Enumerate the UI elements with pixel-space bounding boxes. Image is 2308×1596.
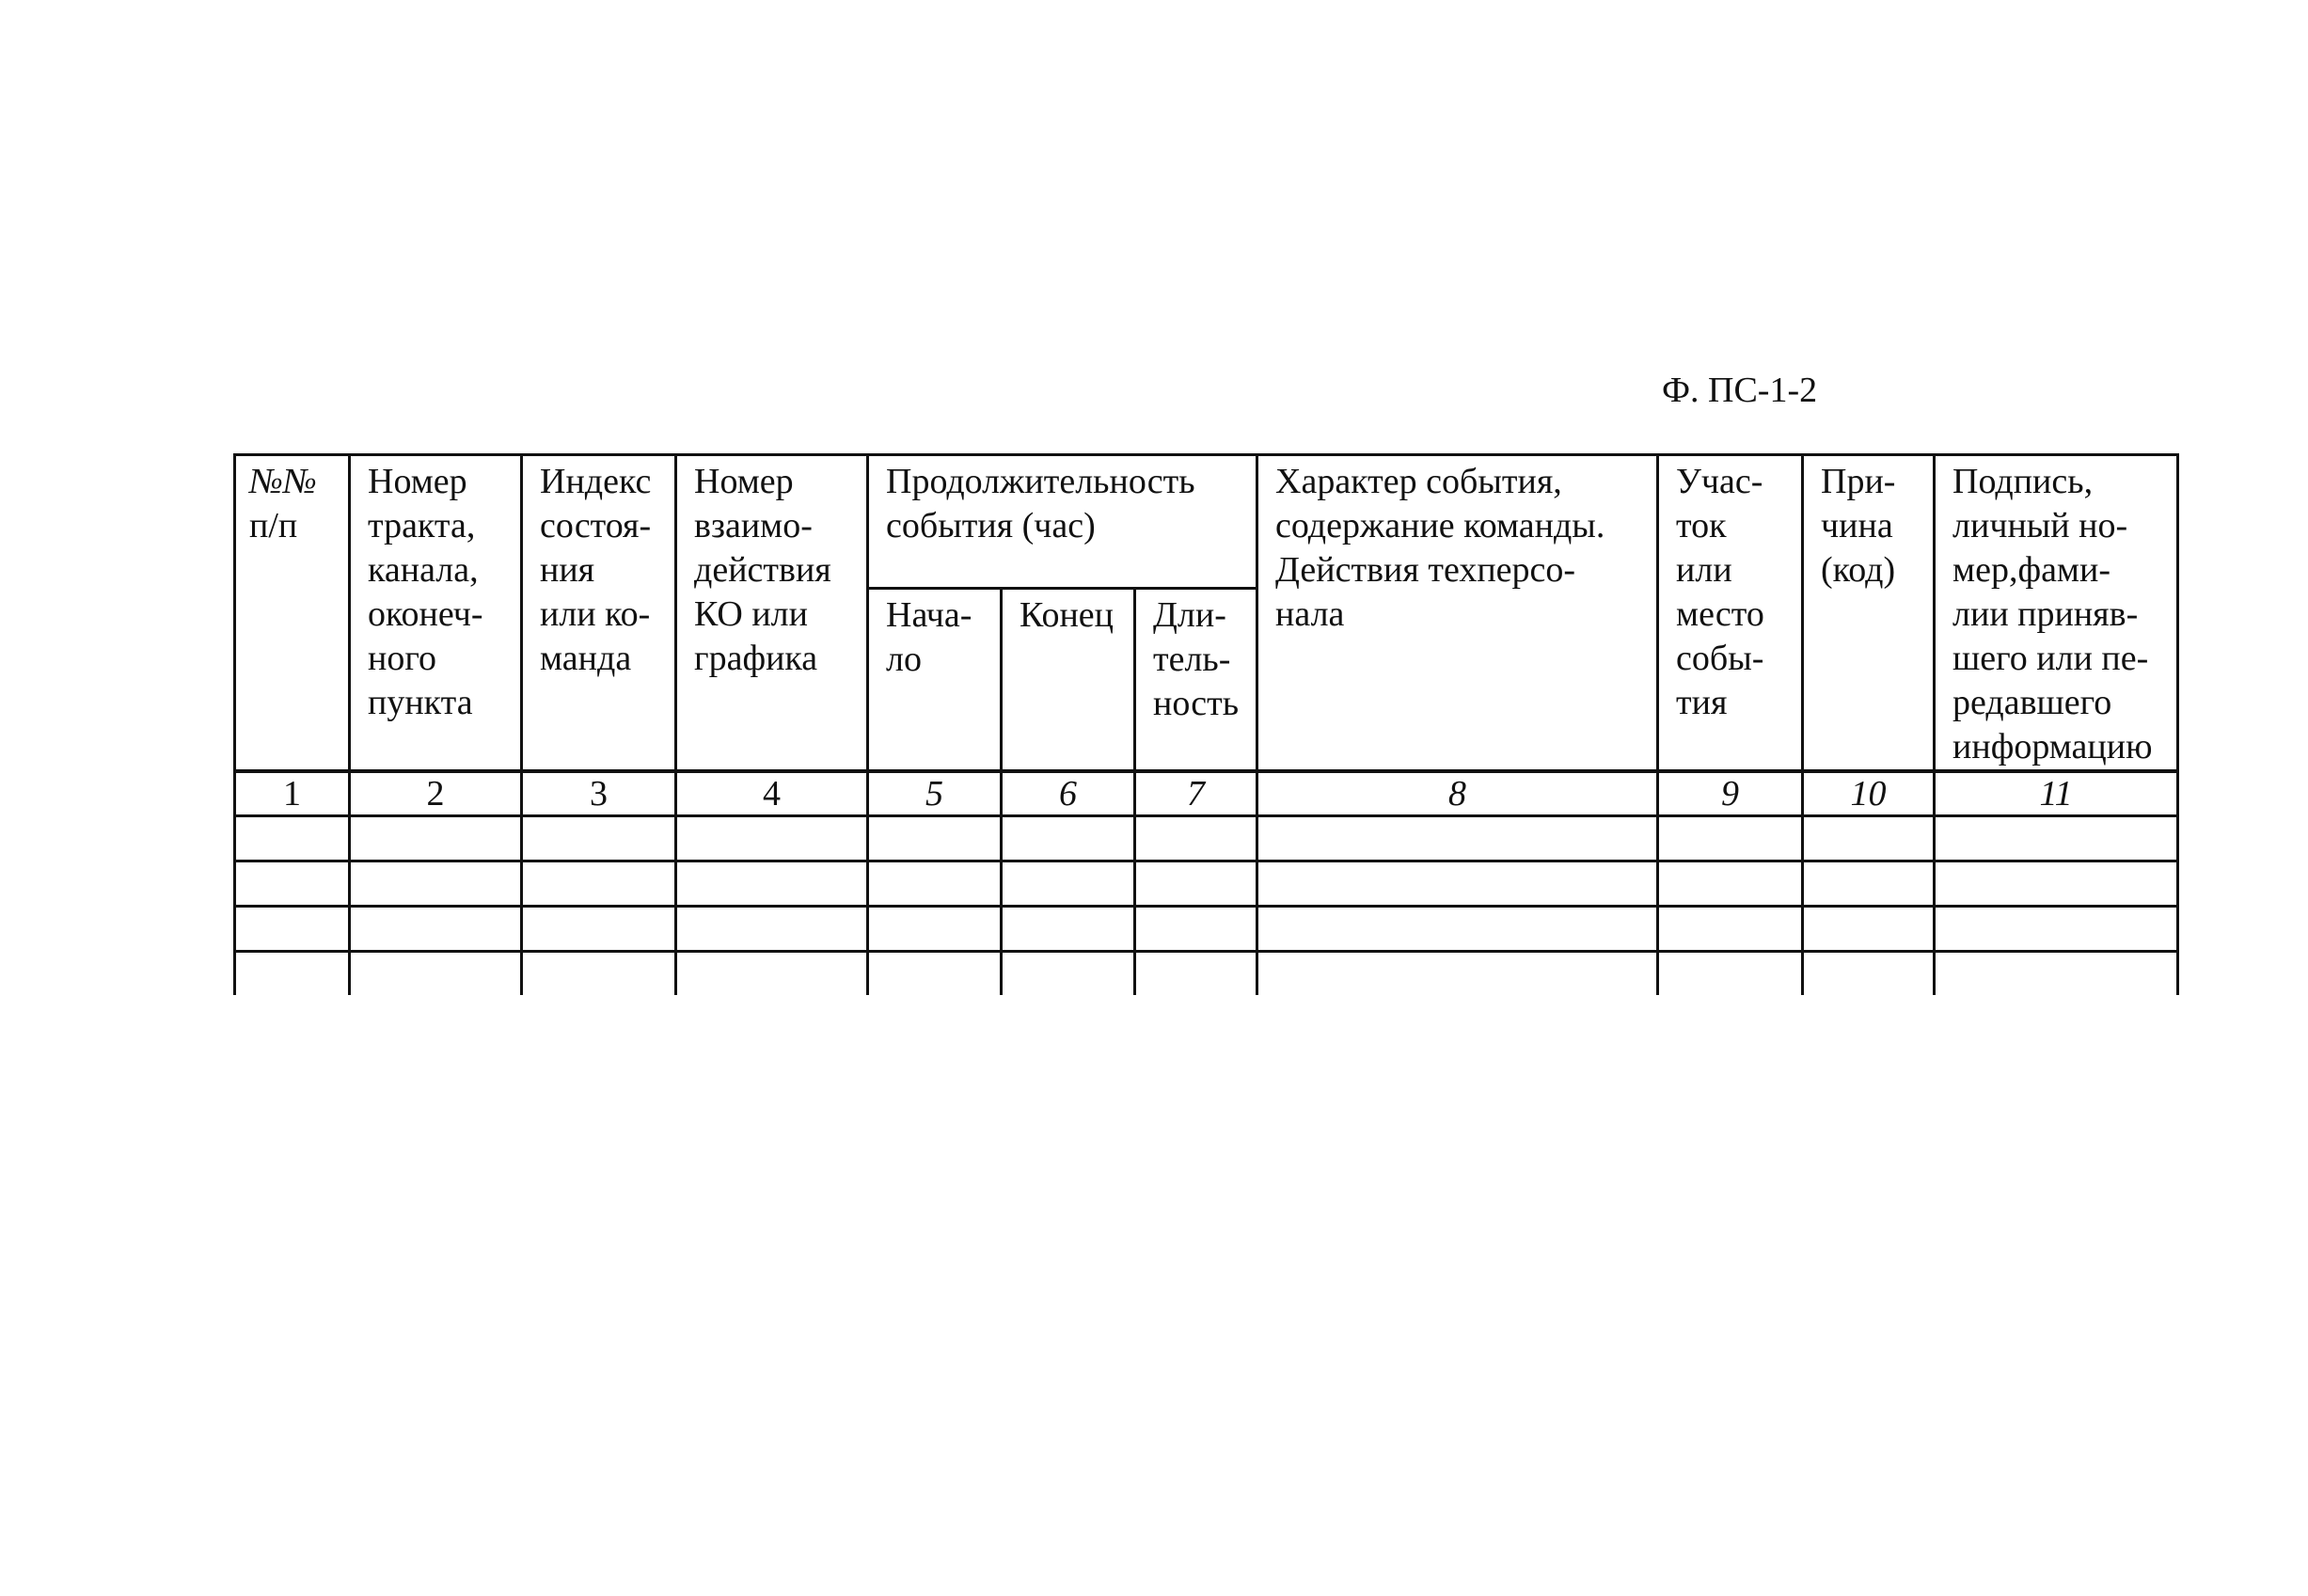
header-reason-code [1803,455,1935,772]
header-row-number [235,455,350,772]
table-cell [235,907,350,952]
table-row [235,861,2178,907]
header-end [1002,589,1135,771]
header-duration-line: ность [1153,684,1240,724]
header-channel-number-line: тракта, [368,506,476,545]
header-signature [1935,455,2178,772]
header-start [868,589,1002,771]
column-number-row [235,771,2178,816]
table-cell [1002,861,1135,907]
table-cell [1135,816,1257,861]
table-cell [1658,907,1803,952]
table-cell [1935,952,2178,996]
header-duration-line: тель- [1153,640,1231,680]
table-cell [868,861,1002,907]
table-row [235,952,2178,996]
table-cell [676,952,868,996]
header-state-index [522,455,676,772]
header-reason-code-line: При- [1821,462,1896,501]
header-start-line: Нача- [886,595,972,636]
header-state-index-line: или ко- [540,594,651,634]
table-cell [522,907,676,952]
column-number: 9 [1658,771,1803,816]
header-signature-line: лии приняв- [1952,594,2139,634]
header-duration-group [868,455,1257,589]
header-interaction-number-line: взаимо- [694,506,813,545]
table-cell [1257,907,1658,952]
table-cell [676,861,868,907]
header-event-location [1658,455,1803,772]
header-row-number-line: №№ [249,462,317,501]
header-event-description [1257,455,1658,772]
table-cell [1257,816,1658,861]
header-interaction-number-line: Номер [694,462,794,501]
table-cell [1658,861,1803,907]
table-cell [1002,907,1135,952]
table-cell [1803,907,1935,952]
column-number: 2 [350,771,522,816]
column-number: 3 [522,771,676,816]
header-event-location-line: или [1676,550,1732,590]
table-cell [1935,907,2178,952]
table-cell [1135,907,1257,952]
table-cell [1257,861,1658,907]
table-row [235,816,2178,861]
table-cell [235,861,350,907]
column-number: 8 [1257,771,1658,816]
event-log-table [233,453,2179,995]
header-signature-line: шего или пе- [1952,639,2149,678]
table-cell [1135,952,1257,996]
header-channel-number [350,455,522,772]
header-event-description-line: Действия техперсо- [1275,550,1576,590]
column-number: 1 [235,771,350,816]
table-cell [1002,952,1135,996]
table-cell [1803,952,1935,996]
header-event-location-line: тия [1676,683,1728,722]
header-state-index-line: состоя- [540,506,652,545]
table-cell [1935,816,2178,861]
table-cell [350,861,522,907]
table-cell [350,952,522,996]
header-channel-number-line: Номер [368,462,467,501]
header-channel-number-line: пункта [368,683,473,722]
column-number: 11 [1935,771,2178,816]
header-event-location-line: Учас- [1676,462,1763,501]
column-number: 10 [1803,771,1935,816]
header-reason-code-line: (код) [1821,550,1896,590]
header-event-description-line: содержание команды. [1275,506,1605,545]
header-event-location-line: ток [1676,506,1727,545]
table-cell [350,816,522,861]
header-end-line: Конец [1020,595,1114,636]
table-cell [1803,816,1935,861]
header-row-main [235,455,2178,589]
header-duration-group-line: события (час) [886,506,1096,545]
header-state-index-line: Индекс [540,462,652,501]
table-row [235,907,2178,952]
table-cell [676,907,868,952]
table-cell [868,816,1002,861]
table-cell [522,861,676,907]
header-state-index-line: ния [540,550,595,590]
column-number: 4 [676,771,868,816]
table-cell [1135,861,1257,907]
header-signature-line: Подпись, [1952,462,2094,501]
header-state-index-line: манда [540,639,632,678]
table-cell [1658,816,1803,861]
header-duration-line: Дли- [1153,595,1226,636]
header-channel-number-line: ного [368,639,436,678]
table-cell [1935,861,2178,907]
table-cell [522,816,676,861]
table-cell [676,816,868,861]
header-event-location-line: место [1676,594,1764,634]
header-event-description-line: Характер события, [1275,462,1562,501]
header-channel-number-line: канала, [368,550,479,590]
table-cell [350,907,522,952]
header-signature-line: редавшего [1952,683,2112,722]
header-signature-line: личный но- [1952,506,2128,545]
column-number: 7 [1135,771,1257,816]
table-cell [522,952,676,996]
header-interaction-number [676,455,868,772]
header-row-number-line: п/п [249,506,298,545]
column-number: 6 [1002,771,1135,816]
form-code: Ф. ПС-1-2 [1662,371,1818,410]
table-cell [868,907,1002,952]
header-duration-group-line: Продолжительность [886,462,1195,501]
table-cell [1658,952,1803,996]
header-interaction-number-line: графика [694,639,818,678]
header-event-description-line: нала [1275,594,1345,634]
header-duration [1135,589,1257,771]
column-number: 5 [868,771,1002,816]
table-cell [1257,952,1658,996]
header-interaction-number-line: действия [694,550,831,590]
header-reason-code-line: чина [1821,506,1893,545]
table-cell [235,816,350,861]
header-event-location-line: собы- [1676,639,1764,678]
table-cell [235,952,350,996]
table-cell [868,952,1002,996]
header-signature-line: информацию [1952,727,2153,766]
header-channel-number-line: оконеч- [368,594,483,634]
table-cell [1002,816,1135,861]
header-signature-line: мер,фами- [1952,550,2110,590]
header-interaction-number-line: КО или [694,594,808,634]
table-cell [1803,861,1935,907]
header-start-line: ло [886,640,922,680]
